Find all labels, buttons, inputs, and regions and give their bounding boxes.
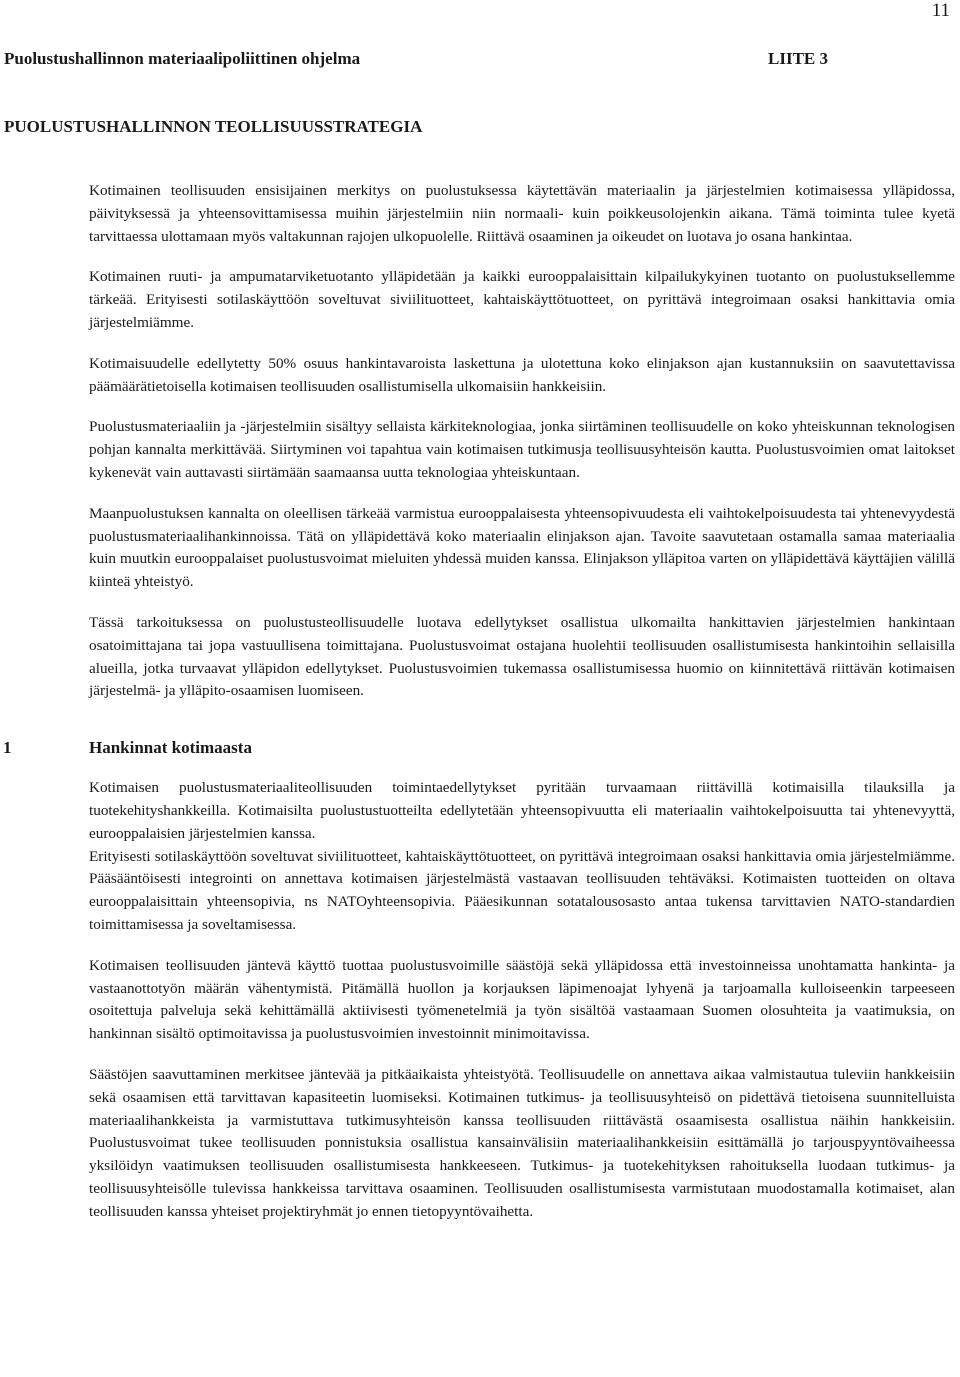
paragraph: Säästöjen saavuttaminen merkitsee jäntevää ja pitkäaikaista yhteistyötä. Teollisuudelle on annettava aikaa valmistautua tuleviin hankkeisiin sekä osaamisen että tarvittavan kapasiteetin luomiseksi. Kotimainen tutkimus- ja teollisuusyhteisö on pidettävä tietoisena suunnitelluista materiaalihankkeista ja varmistuttava tutkimusyhteisön kanssa teollisuuden riittävästä osaamisesta osallistua näihin hankkeisiin. Puolustusvoimat tukee teollisuuden ponnistuksia osallistua kansainvälisiin materiaalihankkeisiin esittämällä jo tarjouspyyntövaiheessa yksilöidyn vaatimuksen teollisuuden osallistumisesta hankkeeseen. Tutkimus- ja tuotekehityksen rahoituksella luodaan tutkimus- ja teollisuusyhteisölle tulevissa hankkeissa tarvittava osaaminen. Teollisuuden osallistumisesta varmistutaan muodostamalla kotimaiset, alan teollisuuden kanssa yhteiset projektiryhmät jo ennen tietopyyntövaihetta. [89,1065,955,1220]
section-heading [3,737,869,759]
main-heading: PUOLUSTUSHALLINNON TEOLLISUUSSTRATEGIA [4,117,423,136]
paragraph: Tässä tarkoituksessa on puolustusteollisuudelle luotava edellytykset osallistua ulkomailta hankittavien järjestelmien hankintaan osatoimittajana tai jopa vastuullisena toimittajana. Puolustusvoimat ostajana huolehtii teollisuuden osallistumisesta hankintoihin sellaisilla alueilla, jotka turvaavat ylläpidon edellytykset. Puolustusvoimien tukemassa osallistumisessa huomio on kiinnitettävä riittävän kotimaisen järjestelmä- ja ylläpito-osaamisen luomiseen. [89,613,955,700]
paragraph: Kotimaisuudelle edellytetty 50% osuus hankintavaroista laskettuna ja ulotettuna koko elinjakson ajan kustannuksiin on saavutettavissa päämäärätietoisella kotimaisen teollisuuden osallistumisella ulkomaisiin hankkeisiin. [89,354,955,395]
paragraph: Kotimainen ruuti- ja ampumatarviketuotanto ylläpidetään ja kaikki eurooppalaisittain kilpailukykyinen tuotanto on puolustuksellemme tärkeää. Erityisesti sotilaskäyttöön soveltuvat siviilituotteet, kahtaiskäyttötuotteet, on pyrittävä integroimaan osaksi hankittavia omia järjestelmiämme. [89,268,955,331]
paragraph: Kotimaisen puolustusmateriaaliteollisuuden toimintaedellytykset pyritään turvaamaan riittävillä kotimaisilla tilauksilla ja tuotekehityshankkeilla. Kotimaisilta puolustustuotteilta edellytetään yhteensopivuutta eli materiaalin vaihtokelpoisuutta tai yhtenevyyttä, eurooppalaisien järjestelmien kanssa. [89,779,955,842]
document-body [3,180,955,1241]
paragraph: Maanpuolustuksen kannalta on oleellisen tärkeää varmistua eurooppalaisesta yhteensopivuudesta eli vaihtokelpoisuudesta tai yhtenevyydestä puolustusmateriaalihankinnoissa. Tätä on ylläpidettävä koko materiaalin elinjakson ajan. Tavoite saavutetaan ostamalla samaa materiaalia kuin muutkin eurooppalaiset puolustusvoimat mieluiten yhdessä muiden kanssa. Elinjakson ylläpitoa varten on ylläpidettävä käyttäjien välillä kiinteä yhteistyö. [89,504,955,591]
section-title: Hankinnat kotimaasta [89,738,252,758]
page-number: 11 [931,0,950,21]
paragraph: Puolustusmateriaaliin ja -järjestelmiin sisältyy sellaista kärkiteknologiaa, jonka siirtäminen teollisuudelle on koko yhteiskunnan teknologisen pohjan kannalta merkittävää. Siirtyminen voi tapahtua vain kotimaisen tutkimusja teollisuusyhteisön kautta. Puolustusvoimien omat laitokset kykenevät vain auttavasti siirtämään saamaansa uutta teknologiaa yhteiskuntaan. [89,418,955,481]
section-number: 1 [3,738,12,758]
paragraph: Kotimainen teollisuuden ensisijainen merkitys on puolustuksessa käytettävän materiaalin ja järjestelmien kotimaisessa ylläpidossa, päivityksessä ja yhteensovittamisessa muihin järjestelmiin niin normaali- kuin poikkeusolojenkin aikana. Tämä toiminta tulee kyetä tarvittaessa ulottamaan myös valtakunnan rajojen ulkopuolelle. Riittävä osaaminen ja oikeudet on luotava jo osana hankintaa. [89,182,955,245]
appendix-label: LIITE 3 [768,49,828,68]
document-title: Puolustushallinnon materiaalipoliittinen ohjelma [4,49,361,68]
paragraph: Erityisesti sotilaskäyttöön soveltuvat siviilituotteet, kahtaiskäyttötuotteet, on pyrittävä integroimaan osaksi hankittavia omia järjestelmiämme. Pääsääntöisesti integrointi on annettava kotimaisen järjestelmästä vastaavan teollisuuden tehtäväksi. Kotimaisten tuotteiden on oltava eurooppalaisittain yhteensopivia, ns NATOyhteensopivia. Pääesikunnan sotatalousosasto antaa tukensa tarvittavien NATO-standardien toimittamisessa ja soveltamisessa. [89,847,955,933]
paragraph: Kotimaisen teollisuuden jäntevä käyttö tuottaa puolustusvoimille säästöjä sekä ylläpidossa että investoinneissa unohtamatta hankinta- ja vastaanottotyön määrän vähentymistä. Pitämällä huollon ja korjauksen läpimenoajat lyhyenä ja tarjoamalla kulloiseenkin tarpeeseen osoitettuja palveluja sekä kehittämällä aktiivisesti työmenetelmiä ja työn sisältöä vastaamaan Suomen olosuhteita ja vaatimuksia, on hankinnan sisältö optimoitavissa ja puolustusvoimien investoinnit minimoitavissa. [89,956,955,1043]
